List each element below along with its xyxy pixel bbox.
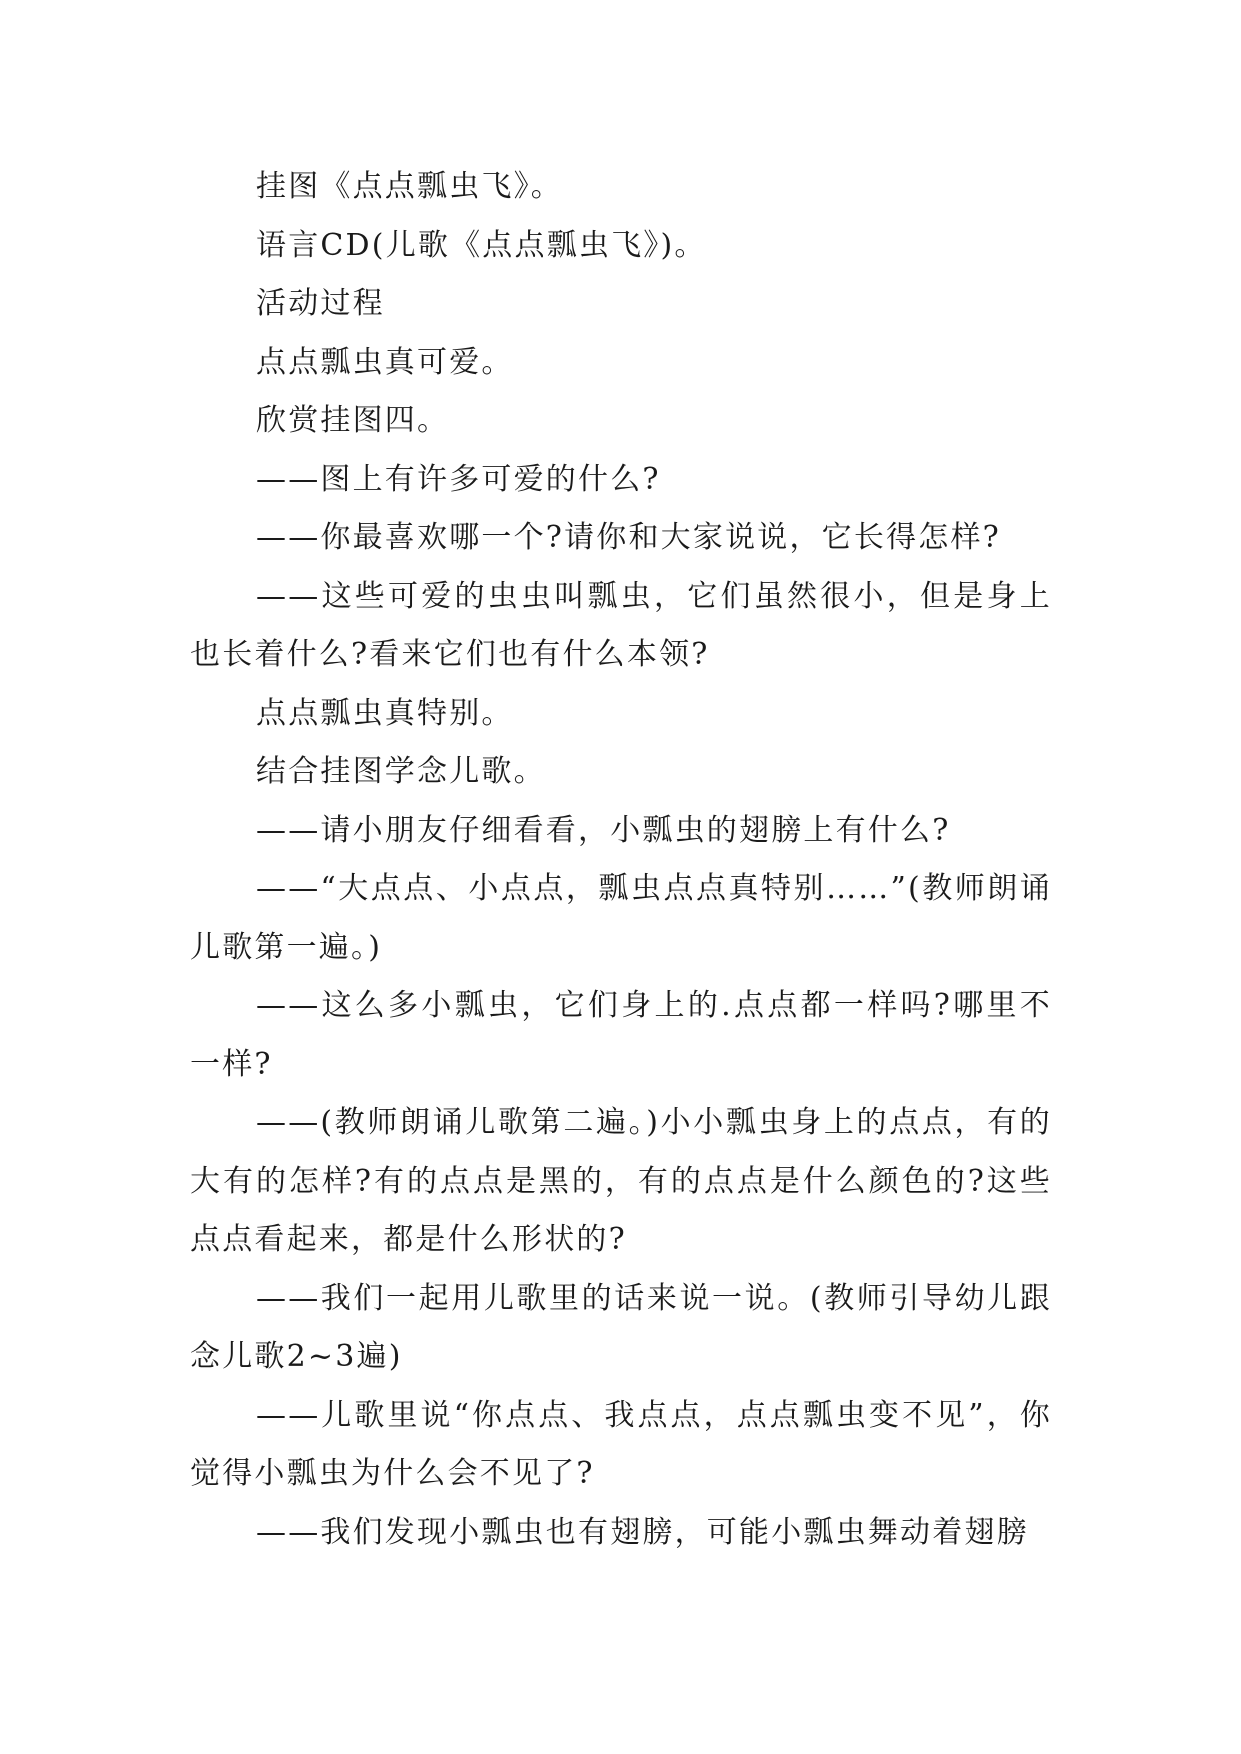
paragraph-materials-chart: 挂图《点点瓢虫飞》。 [256,169,563,204]
section-heading-activity-process: 活动过程 [256,286,385,321]
paragraph: ——我们一起用儿歌里的话来说一说。(教师引导幼儿跟念儿歌2~3遍) [190,1280,1052,1374]
paragraph-materials-cd: 语言CD(儿歌《点点瓢虫飞》)。 [256,227,707,263]
paragraph: ——(教师朗诵儿歌第二遍。)小小瓢虫身上的点点，有的大有的怎样?有的点点是黑的，有的点点是什么颜色的?这些点点看起来，都是什么形状的? [190,1105,1052,1257]
paragraph: 欣赏挂图四。 [256,403,450,438]
paragraph: 点点瓢虫真可爱。 [256,344,514,380]
document-page [190,158,1052,1562]
paragraph: 点点瓢虫真特别。 [256,695,514,731]
paragraph: ——儿歌里说“你点点、我点点，点点瓢虫变不见”，你觉得小瓢虫为什么会不见了? [190,1397,1052,1491]
paragraph: 结合挂图学念儿歌。 [256,754,546,789]
paragraph: ——“大点点、小点点，瓢虫点点真特别……”(教师朗诵儿歌第一遍。) [190,871,1052,965]
paragraph: ——这些可爱的虫虫叫瓢虫，它们虽然很小，但是身上也长着什么?看来它们也有什么本领? [190,578,1052,672]
paragraph: ——图上有许多可爱的什么? [256,461,661,497]
paragraph: ——请小朋友仔细看看，小瓢虫的翅膀上有什么? [256,812,951,848]
paragraph: ——我们发现小瓢虫也有翅膀，可能小瓢虫舞动着翅膀 [256,1514,1029,1550]
paragraph: ——你最喜欢哪一个?请你和大家说说，它长得怎样? [256,520,1001,555]
paragraph: ——这么多小瓢虫，它们身上的.点点都一样吗?哪里不一样? [190,988,1052,1082]
